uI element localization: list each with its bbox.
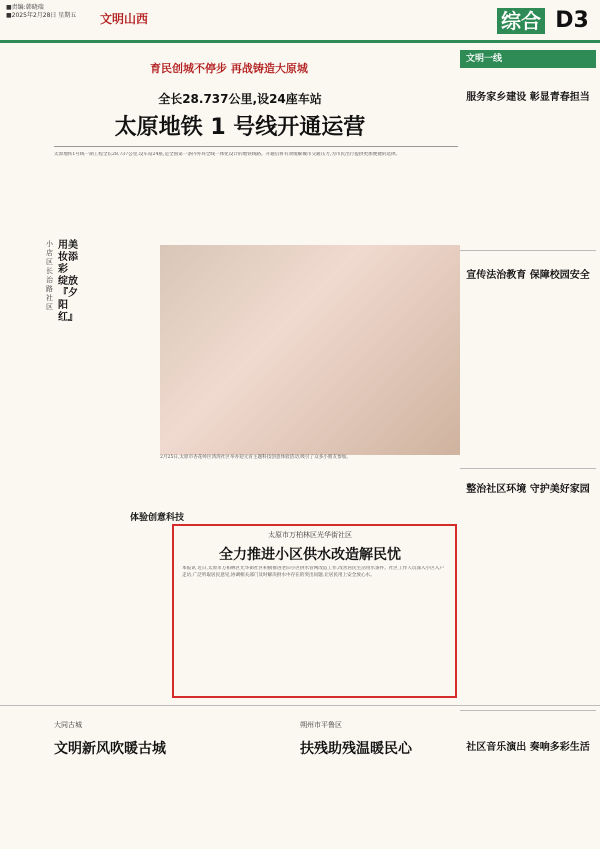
bottom-right-subtitle: 朔州市平鲁区: [300, 721, 342, 729]
news-photo: [160, 245, 460, 455]
bottom-divider: [0, 705, 600, 706]
slogan-banner: 育民创城不停步 再战铸造大原城: [150, 62, 308, 75]
page-number: D3: [555, 8, 589, 33]
sidebar-header: 文明一线: [460, 50, 596, 68]
metro-body: 太原地铁1号线一期工程全长28.737公里,设车站24座,是全国第一条内外环全线一体化设计的地铁线路。开通后将有效缓解城市交通压力,为市民出行提供更加便捷的选择。: [54, 152, 401, 157]
metro-subtitle: 全长28.737公里,设24座车站: [158, 92, 322, 106]
bottom-left-title: 文明新风吹暖古城: [54, 741, 166, 757]
water-story-subtitle: 太原市万柏林区光华街社区: [268, 531, 352, 539]
sidebar-item-1-title: 服务家乡建设 彰显青春担当: [466, 92, 590, 103]
metro-title: 太原地铁 1 号线开通运营: [114, 115, 366, 140]
sidebar-item-3-title: 整治社区环境 守护美好家园: [466, 484, 590, 495]
water-story-title: 全力推进小区供水改造解民忧: [219, 547, 401, 563]
vertical-story-subtitle: 小店区长治路社区: [46, 240, 53, 311]
photo-caption: 2月25日,太原市杏花岭区湾湾社区举办迎元宵主题科技创意体验活动,吸引了众多小朋友参加。: [160, 455, 351, 460]
sidebar-item-2-title: 宣传法治教育 保障校园安全: [466, 270, 590, 281]
creative-tech-label: 体验创意科技: [130, 513, 185, 523]
bottom-right-title: 扶残助残温暖民心: [300, 741, 412, 757]
editor-line: ■责编:韩晓瑞: [6, 4, 44, 11]
metro-divider: [54, 146, 458, 147]
sidebar-divider-3: [460, 710, 596, 711]
water-story-body: 本报讯 近日,太原市万柏林区光华街社区积极推进老旧小区供水管网改造工作,改善居民生活用水条件。社区工作人员深入小区入户走访,广泛听取居民意见,协调相关部门及时解决供水中存在的突出问题,让居民用上安全放心水。: [182, 566, 444, 578]
masthead: 文明山西: [100, 12, 149, 26]
sidebar-divider-1: [460, 250, 596, 251]
date-line: ■2025年2月28日 星期五: [6, 12, 77, 19]
sidebar-divider-2: [460, 468, 596, 469]
vertical-story-title: 用美妆添彩 绽放『夕阳红』: [58, 240, 78, 323]
page-meta: [6, 4, 76, 20]
sidebar-item-4-title: 社区音乐演出 奏响多彩生活: [466, 742, 590, 753]
bottom-left-subtitle: 大同古城: [54, 721, 82, 729]
section-label: 综合: [497, 8, 545, 34]
header-rule: [0, 40, 600, 43]
